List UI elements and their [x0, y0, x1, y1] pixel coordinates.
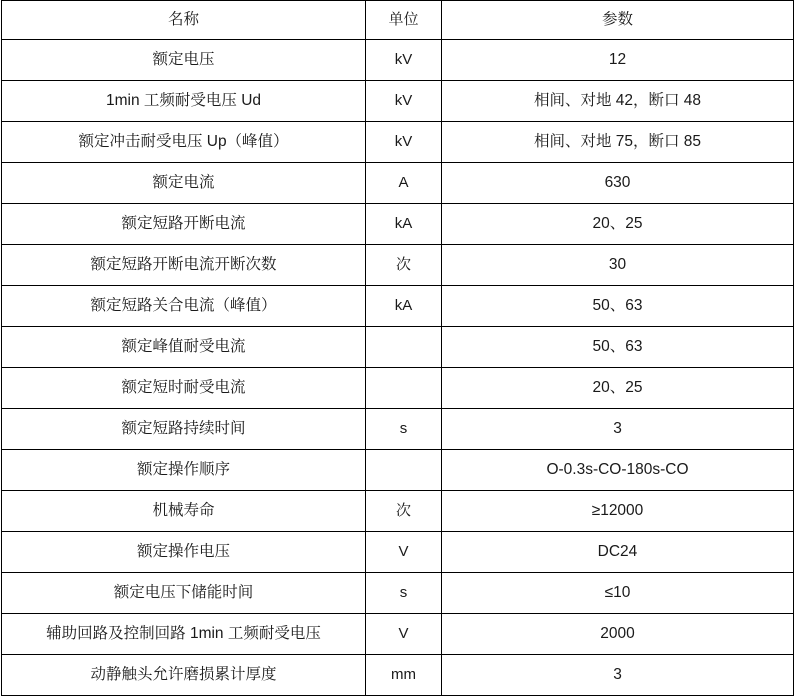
table-row	[2, 204, 794, 245]
row-param: 20、25	[442, 204, 794, 245]
column-header-name: 名称	[2, 1, 366, 40]
row-name: 辅助回路及控制回路 1min 工频耐受电压	[2, 614, 366, 655]
row-name: 额定短路关合电流（峰值）	[2, 286, 366, 327]
row-param: 12	[442, 40, 794, 81]
table-row	[2, 81, 794, 122]
row-name: 机械寿命	[2, 491, 366, 532]
row-unit	[366, 327, 442, 368]
table-row	[2, 327, 794, 368]
table-row	[2, 368, 794, 409]
table-header-row	[2, 1, 794, 40]
row-param: DC24	[442, 532, 794, 573]
row-name: 动静触头允许磨损累计厚度	[2, 655, 366, 696]
row-unit	[366, 368, 442, 409]
row-param: ≤10	[442, 573, 794, 614]
row-name: 额定短路开断电流开断次数	[2, 245, 366, 286]
row-param: 30	[442, 245, 794, 286]
row-param: 3	[442, 409, 794, 450]
row-param: 相间、对地 75，断口 85	[442, 122, 794, 163]
row-name: 额定峰值耐受电流	[2, 327, 366, 368]
row-param: 2000	[442, 614, 794, 655]
row-param: 50、63	[442, 327, 794, 368]
row-name: 额定电压下储能时间	[2, 573, 366, 614]
row-name: 额定电压	[2, 40, 366, 81]
row-unit	[366, 450, 442, 491]
row-unit: mm	[366, 655, 442, 696]
row-param: 相间、对地 42，断口 48	[442, 81, 794, 122]
row-name: 额定操作顺序	[2, 450, 366, 491]
row-name: 额定电流	[2, 163, 366, 204]
row-unit: 次	[366, 491, 442, 532]
row-param: 50、63	[442, 286, 794, 327]
row-param: 630	[442, 163, 794, 204]
row-unit: 次	[366, 245, 442, 286]
row-unit: kV	[366, 40, 442, 81]
row-unit: kV	[366, 81, 442, 122]
table-row	[2, 163, 794, 204]
row-unit: V	[366, 532, 442, 573]
table-body	[2, 40, 794, 696]
row-name: 额定冲击耐受电压 Up（峰值）	[2, 122, 366, 163]
column-header-unit: 单位	[366, 1, 442, 40]
table-row	[2, 122, 794, 163]
table-row	[2, 245, 794, 286]
row-param: O-0.3s-CO-180s-CO	[442, 450, 794, 491]
table-row	[2, 655, 794, 696]
row-unit: s	[366, 573, 442, 614]
table-row	[2, 614, 794, 655]
table-row	[2, 409, 794, 450]
row-name: 1min 工频耐受电压 Ud	[2, 81, 366, 122]
table-row	[2, 491, 794, 532]
table-row	[2, 286, 794, 327]
column-header-param: 参数	[442, 1, 794, 40]
table-row	[2, 532, 794, 573]
row-unit: A	[366, 163, 442, 204]
row-param: 20、25	[442, 368, 794, 409]
row-param: 3	[442, 655, 794, 696]
row-name: 额定短时耐受电流	[2, 368, 366, 409]
table-row	[2, 573, 794, 614]
specification-table	[1, 0, 794, 696]
table-row	[2, 450, 794, 491]
row-unit: V	[366, 614, 442, 655]
row-name: 额定短路开断电流	[2, 204, 366, 245]
row-unit: s	[366, 409, 442, 450]
row-param: ≥12000	[442, 491, 794, 532]
row-unit: kA	[366, 286, 442, 327]
row-name: 额定操作电压	[2, 532, 366, 573]
row-name: 额定短路持续时间	[2, 409, 366, 450]
row-unit: kA	[366, 204, 442, 245]
table-row	[2, 40, 794, 81]
table-header	[2, 1, 794, 40]
row-unit: kV	[366, 122, 442, 163]
